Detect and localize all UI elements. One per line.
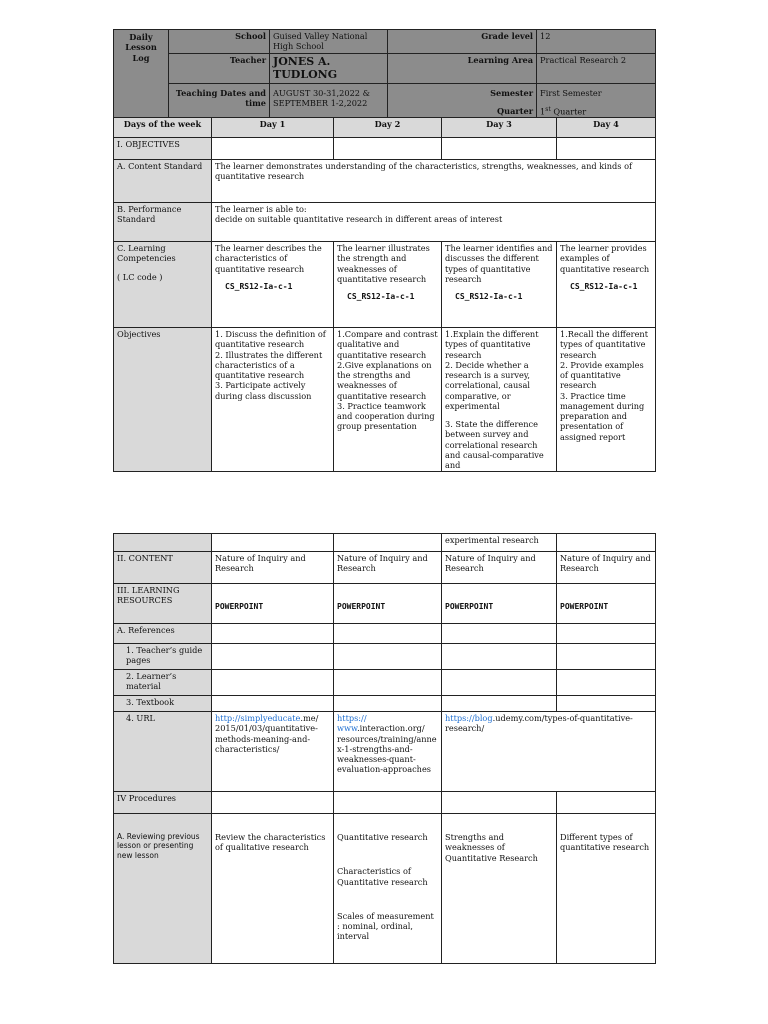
objectives-day-4: 1.Recall the different types of quantitative research 2. Provide examples of quantitative research 3. Practice time management during preparation and presentation of assigned report [557,328,656,472]
semester-value: First Semester [540,88,602,98]
lesson-log-page-2 [113,533,656,964]
content-standard-text: The learner demonstrates understanding of the characteristics, strengths, weaknesses, and kinds of quantitative research [212,160,656,203]
competencies-label: C. Learning Competencies [117,243,176,264]
review-day-2: Quantitative research Characteristics of Quantitative research Scales of measurement : nominal, ordinal, interval [334,814,442,964]
dll-label: Daily Lesson Log [114,30,169,128]
competency-day-4: The learner provides examples of quantitative research CS_RS12-Ia-c-1 [557,242,656,328]
objectives-day-2: 1.Compare and contrast qualitative and quantitative research 2.Give explanations on the strengths and weaknesses of quantitative research 3. Practice teamwork and cooperation during group presentation [334,328,442,472]
resources-day-3: POWERPOINT [442,584,557,624]
learning-area-value: Practical Research 2 [537,53,656,84]
url-label: 4. URL [114,712,212,792]
grade-value: 12 [537,30,656,54]
references-label: A. References [114,624,212,644]
content-day-4: Nature of Inquiry and Research [557,552,656,584]
day-1-col: Day 1 [212,118,334,138]
url-day-1-link[interactable]: http://simplyeducate [215,713,301,723]
resources-label: III. LEARNING RESOURCES [114,584,212,624]
teacher-value: JONES A. TUDLONG [270,53,388,84]
resources-day-2: POWERPOINT [334,584,442,624]
procedures-label: IV Procedures [114,792,212,814]
review-day-3: Strengths and weaknesses of Quantitative Research [442,814,557,964]
textbook-label: 3. Textbook [114,696,212,712]
url-day-2-link[interactable]: https:// www [337,713,367,734]
resources-day-4: POWERPOINT [557,584,656,624]
content-label: II. CONTENT [114,552,212,584]
lesson-log-body-1 [113,117,656,472]
quarter-value: 1st Quarter [540,106,587,117]
days-of-week-label: Days of the week [114,118,212,138]
competencies-label-cell [114,242,212,328]
content-day-3: Nature of Inquiry and Research [442,552,557,584]
day-3-col: Day 3 [442,118,557,138]
learner-material-label: 2. Learner’s material [114,670,212,696]
content-standard-label: A. Content Standard [114,160,212,203]
quarter-label: Quarter [497,106,534,117]
objectives-day-1: 1. Discuss the definition of quantitative research 2. Illustrates the different characteristics of a quantitative research 3. Participate actively during class discussion [212,328,334,472]
objectives-section: I. OBJECTIVES [114,138,212,160]
url-day-3-link[interactable]: https://blog [445,713,493,723]
learning-area-label: Learning Area [388,53,537,84]
lesson-log-body-table-1 [113,117,656,472]
url-day-1: http://simplyeducate.me/ 2015/01/03/quantitative-methods-meaning-and-characteristics/ [212,712,334,792]
school-label: School [169,30,270,54]
dates-value: AUGUST 30-31,2022 & SEPTEMBER 1-2,2022 [270,84,388,128]
lc-code-label: ( LC code ) [117,271,163,282]
competency-day-1: The learner describes the characteristics of quantitative research CS_RS12-Ia-c-1 [212,242,334,328]
carry-over-day-3: experimental research [442,534,557,552]
school-value: Guised Valley National High School [270,30,388,54]
objectives-label: Objectives [114,328,212,472]
performance-standard-label: B. Performance Standard [114,203,212,242]
url-day-2: https:// www.interaction.org/ resources/training/annex-1-strengths-and-weaknesses-quant-evaluation-approaches [334,712,442,792]
content-day-2: Nature of Inquiry and Research [334,552,442,584]
competency-day-3: The learner identifies and discusses the different types of quantitative research CS_RS12-Ia-c-1 [442,242,557,328]
grade-label: Grade level [388,30,537,54]
resources-day-1: POWERPOINT [212,584,334,624]
teacher-label: Teacher [169,53,270,84]
semester-label: Semester [490,88,534,98]
performance-standard-text: The learner is able to: decide on suitable quantitative research in different areas of interest [212,203,656,242]
guide-pages-label: 1. Teacher’s guide pages [114,644,212,670]
lesson-log-table-2 [113,533,656,964]
day-4-col: Day 4 [557,118,656,138]
dates-label: Teaching Dates and time [169,84,270,128]
review-day-1: Review the characteristics of qualitative research [212,814,334,964]
objectives-day-3: 1.Explain the different types of quantitative research 2. Decide whether a research is a survey, correlational, causal comparative, or experimental 3. State the difference between survey and correlational research and causal-comparative and [442,328,557,472]
review-day-4: Different types of quantitative research [557,814,656,964]
competency-day-2: The learner illustrates the strength and weaknesses of quantitative research CS_RS12-Ia-c-1 [334,242,442,328]
content-day-1: Nature of Inquiry and Research [212,552,334,584]
day-2-col: Day 2 [334,118,442,138]
url-day-3: https://blog.udemy.com/types-of-quantitative-research/ [442,712,656,792]
review-lesson-label: A. Reviewing previous lesson or presenting new lesson [114,814,212,964]
